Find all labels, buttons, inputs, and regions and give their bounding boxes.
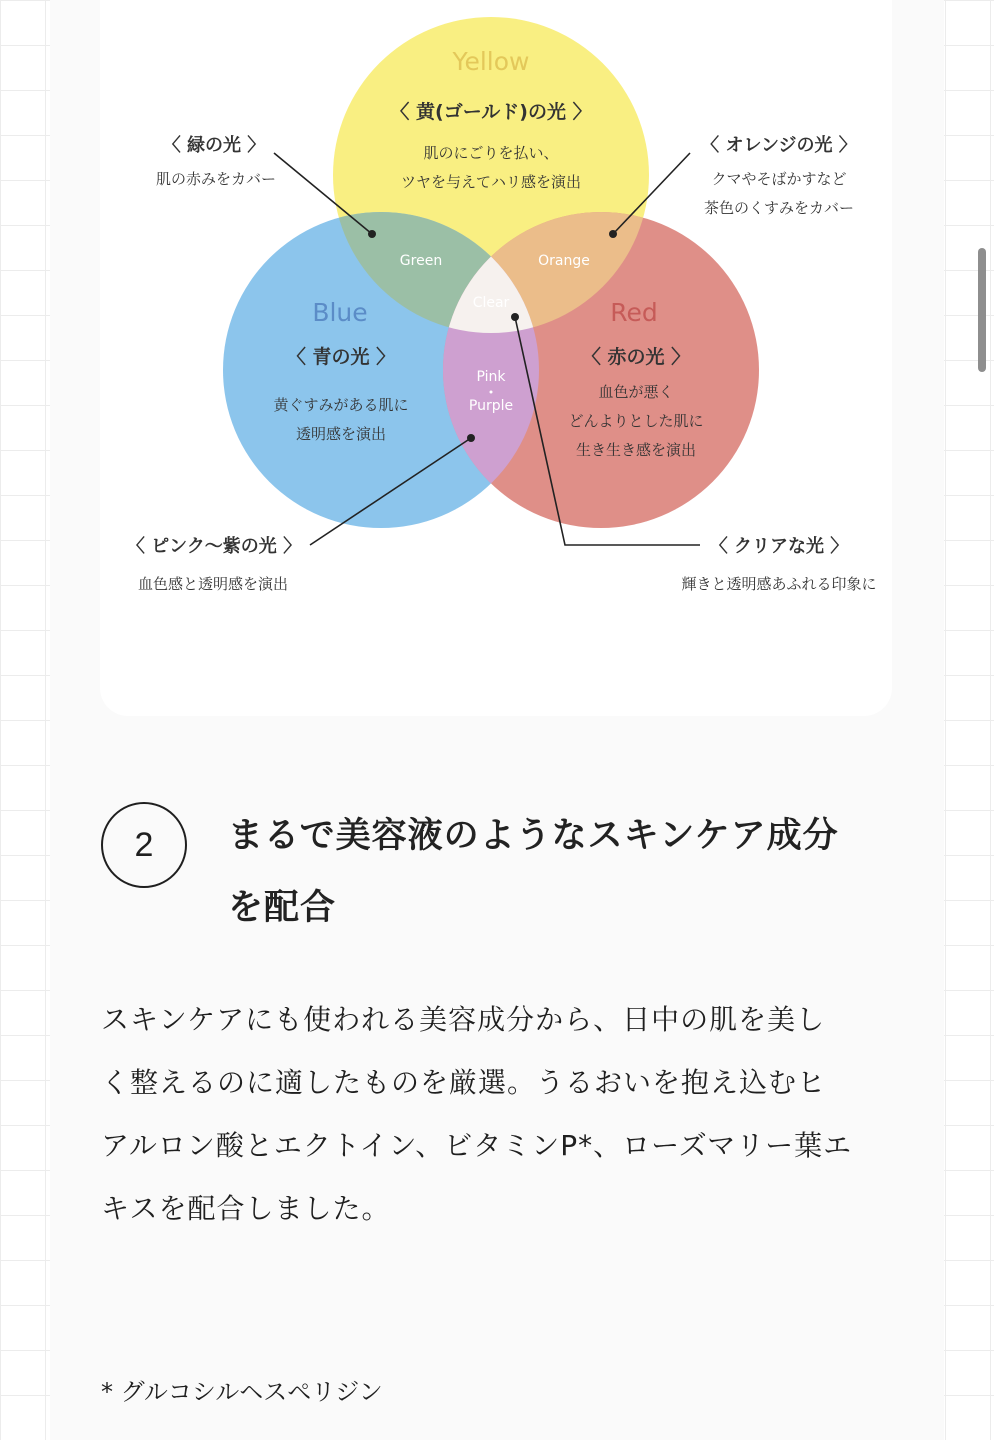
pink-purple-dot <box>490 391 493 394</box>
pink-callout-desc: 血色感と透明感を演出 <box>137 575 289 593</box>
green-callout-title: 〈 緑の光 〉 <box>162 135 266 156</box>
body-line: く整えるのに適したものを厳選。うるおいを抱え込むヒ <box>101 1066 827 1099</box>
yellow-title: 〈 黄(ゴールド)の光 〉 <box>390 101 592 123</box>
blue-name: Blue <box>312 298 368 327</box>
blue-desc-1: 黄ぐすみがある肌に <box>273 396 409 414</box>
orange-callout-title: 〈 オレンジの光 〉 <box>701 135 857 156</box>
red-desc-1: 血色が悪く <box>598 383 674 401</box>
section-heading <box>228 800 918 944</box>
green-label: Green <box>399 253 443 269</box>
section-number-badge <box>101 802 187 888</box>
scrollbar-thumb[interactable] <box>978 248 986 372</box>
yellow-name: Yellow <box>452 47 530 76</box>
pink-callout-title: 〈 ピンク～紫の光 〉 <box>126 536 302 557</box>
red-desc-2: どんよりとした肌に <box>568 412 704 430</box>
clear-leader-dot <box>511 313 519 321</box>
orange-leader-dot <box>609 230 617 238</box>
orange-callout-desc-1: クマやそばかすなど <box>711 170 847 188</box>
body-line: アルロン酸とエクトイン、ビタミンP*、ローズマリー葉エ <box>101 1129 853 1162</box>
footnote: * グルコシルヘスペリジン <box>101 1378 383 1406</box>
blue-desc-2: 透明感を演出 <box>295 425 387 443</box>
red-name: Red <box>610 298 658 327</box>
green-leader-dot <box>368 230 376 238</box>
section-body <box>101 988 901 1240</box>
yellow-desc-1: 肌のにごりを払い、 <box>423 144 559 162</box>
heading-line: を配合 <box>228 888 337 928</box>
body-line: スキンケアにも使われる美容成分から、日中の肌を美し <box>101 1003 826 1036</box>
pink-label: Pink <box>476 369 506 385</box>
green-callout-desc: 肌の赤みをカバー <box>155 170 277 188</box>
orange-callout-desc-2: 茶色のくすみをカバー <box>703 199 855 217</box>
clear-label: Clear <box>472 295 510 311</box>
clear-callout-desc: 輝きと透明感あふれる印象に <box>681 575 877 593</box>
section-number: 2 <box>134 825 154 864</box>
heading-line: まるで美容液のようなスキンケア成分 <box>228 816 839 856</box>
red-desc-3: 生き生き感を演出 <box>575 441 697 459</box>
yellow-desc-2: ツヤを与えてハリ感を演出 <box>400 173 582 191</box>
pink-leader-dot <box>467 434 475 442</box>
red-title: 〈 赤の光 〉 <box>581 346 691 368</box>
clear-callout-title: 〈 クリアな光 〉 <box>709 536 849 557</box>
purple-label: Purple <box>468 398 514 414</box>
orange-label: Orange <box>538 253 590 269</box>
body-line: キスを配合しました。 <box>101 1192 391 1225</box>
blue-title: 〈 青の光 〉 <box>286 346 396 368</box>
